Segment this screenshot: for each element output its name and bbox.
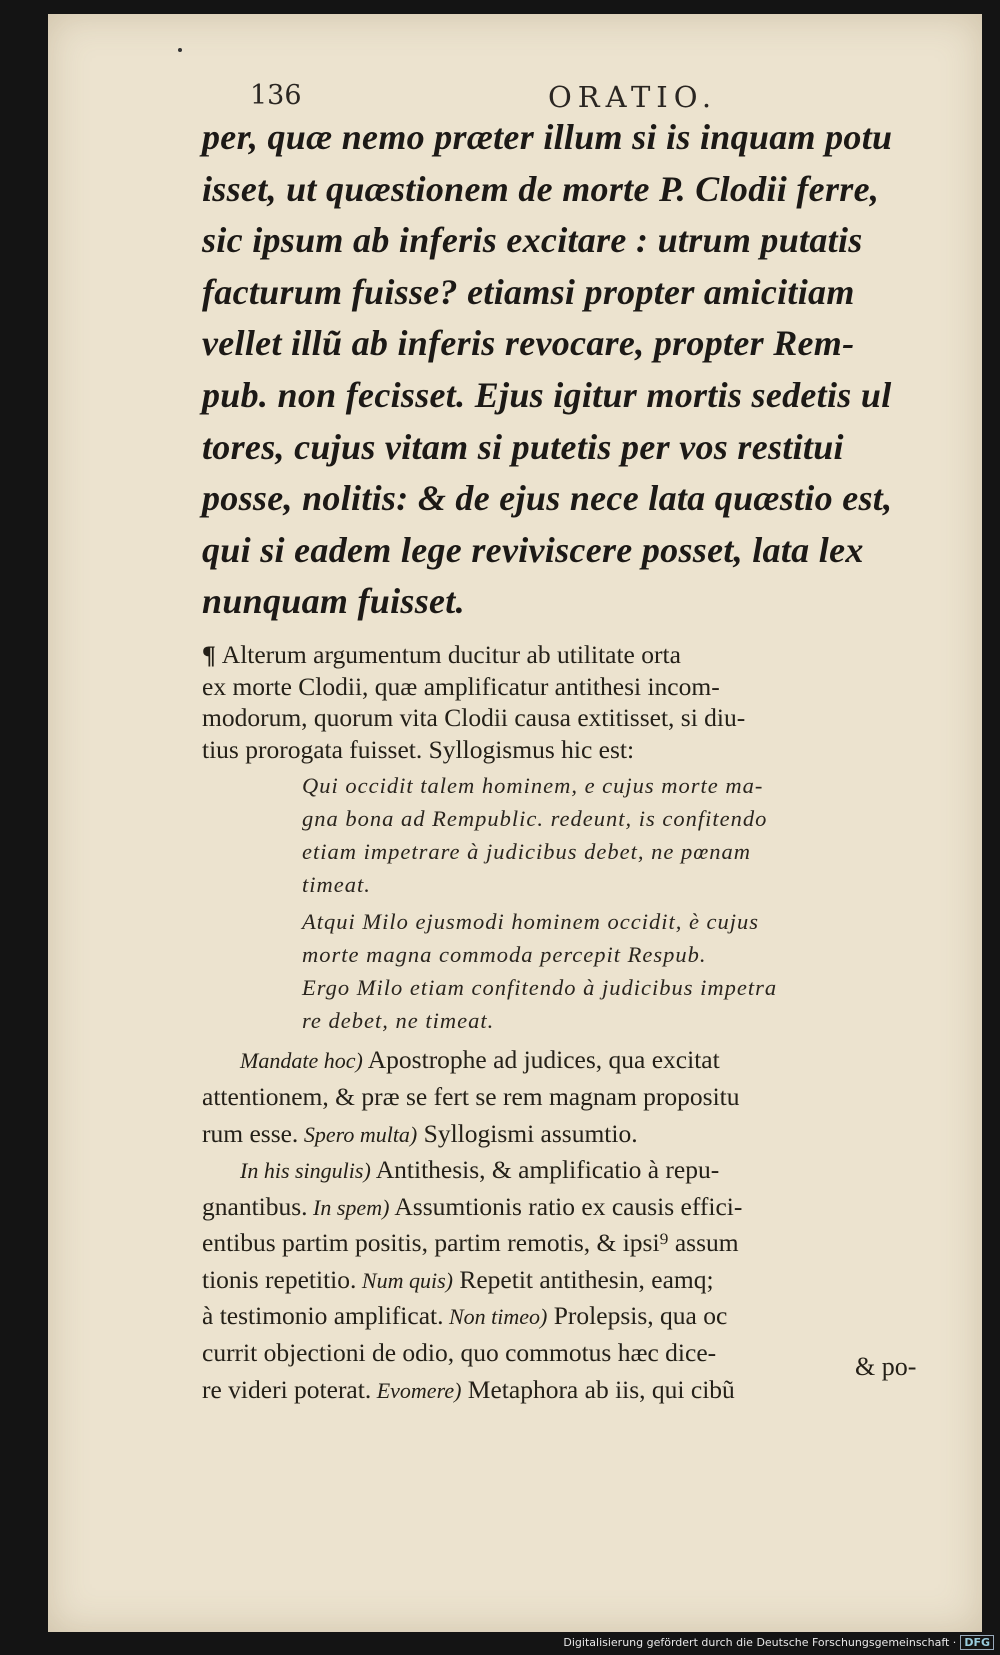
- note-text: rum esse.: [202, 1118, 299, 1148]
- commentary-line: [202, 639, 932, 671]
- oration-line: qui si eadem lege reviviscere posset, lata lex: [202, 529, 864, 570]
- note-text: tionis repetitio.: [202, 1264, 357, 1294]
- oration-line: per, quæ nemo præter illum si is inquam potu: [202, 117, 893, 157]
- oration-text: [202, 112, 932, 628]
- note-line: [202, 1298, 932, 1335]
- note-text: Prolepsis, qua oc: [547, 1301, 728, 1331]
- credit-text: Digitalisierung gefördert durch die Deutsche Forschungsgemeinschaft ·: [563, 1636, 957, 1649]
- note-line: [202, 1372, 932, 1409]
- note-line: [202, 1225, 932, 1262]
- note-lemma: Mandate hoc): [240, 1048, 363, 1074]
- syllogism-conclusion-line: Ergo Milo etiam confitendo à judicibus impetra: [302, 975, 778, 1001]
- note-line: [202, 1116, 932, 1153]
- commentary-line: ex morte Clodii, quæ amplificatur antithesi incom-: [202, 671, 720, 701]
- syllogism-block: [302, 769, 932, 1037]
- note-line: [202, 1335, 932, 1372]
- note-line: [202, 1262, 932, 1299]
- commentary-line: modorum, quorum vita Clodii causa extitisset, si diu-: [202, 703, 746, 733]
- note-text: re videri poterat.: [202, 1374, 372, 1404]
- note-text: Syllogismi assumtio.: [417, 1118, 638, 1148]
- note-text: entibus partim positis, partim remotis, & ipsi⁹ assum: [202, 1228, 739, 1258]
- note-line: [202, 1152, 932, 1189]
- commentary-notes: [202, 1042, 932, 1408]
- page-body: [202, 112, 932, 1408]
- note-line: [202, 1189, 932, 1226]
- note-lemma: In his singulis): [240, 1158, 371, 1184]
- syllogism-major-line: etiam impetrare à judicibus debet, ne pœnam: [302, 839, 751, 865]
- running-title: ORATIO.: [548, 80, 718, 114]
- commentary-line-text: Alterum argumentum ducitur ab utilitate orta: [221, 639, 681, 669]
- page-number: 136: [250, 80, 302, 111]
- oration-line: facturum fuisse? etiamsi propter amicitiam: [202, 271, 855, 312]
- note-text: gnantibus.: [202, 1191, 308, 1221]
- page-speck: [178, 48, 182, 52]
- commentary-paragraph: [202, 639, 932, 765]
- note-text: Apostrophe ad judices, qua excitat: [362, 1045, 720, 1075]
- note-line: [202, 1079, 932, 1116]
- note-lemma: Evomere): [371, 1377, 462, 1403]
- note-text: Antithesis, & amplificatio à repu-: [370, 1155, 720, 1185]
- oration-line: posse, nolitis: & de ejus nece lata quæstio est,: [202, 478, 893, 519]
- note-lemma: In spem): [307, 1194, 390, 1220]
- note-text: Repetit antithesin, eamq;: [452, 1264, 714, 1294]
- note-text: à testimonio amplificat.: [202, 1301, 444, 1331]
- note-text: currit objectioni de odio, quo commotus hæc dice-: [202, 1338, 717, 1368]
- pilcrow-mark: ¶: [202, 639, 216, 669]
- oration-line: pub. non fecisset. Ejus igitur mortis sedetis ul: [202, 374, 892, 415]
- note-text: attentionem, & præ se fert se rem magnam propositu: [202, 1081, 740, 1111]
- note-text: Assumtionis ratio ex causis effici-: [389, 1191, 743, 1221]
- syllogism-major-line: Qui occidit talem hominem, e cujus morte ma-: [302, 773, 764, 799]
- oration-line: nunquam fuisset.: [202, 581, 465, 622]
- syllogism-major-line: gna bona ad Rempublic. redeunt, is confitendo: [302, 806, 768, 832]
- oration-line: tores, cujus vitam si putetis per vos restitui: [202, 426, 844, 467]
- dfg-logo: DFG: [960, 1635, 994, 1650]
- commentary-line: tius prorogata fuisset. Syllogismus hic est:: [202, 734, 635, 764]
- syllogism-minor-line: Atqui Milo ejusmodi hominem occidit, è cujus: [302, 909, 760, 935]
- digitization-credit: [563, 1635, 994, 1650]
- note-text: Metaphora ab iis, qui cibũ: [461, 1374, 735, 1404]
- oration-line: vellet illũ ab inferis revocare, propter Rem-: [202, 323, 855, 364]
- catchword: & po-: [855, 1352, 917, 1381]
- oration-line: sic ipsum ab inferis excitare : utrum putatis: [202, 220, 863, 261]
- note-lemma: Non timeo): [443, 1304, 548, 1330]
- oration-line: isset, ut quæstionem de morte P. Clodii ferre,: [202, 168, 880, 209]
- syllogism-conclusion-line: re debet, ne timeat.: [302, 1008, 495, 1034]
- note-lemma: Spero multa): [298, 1121, 418, 1147]
- note-lemma: Num quis): [356, 1267, 453, 1293]
- syllogism-minor-line: morte magna commoda percepit Respub.: [302, 942, 707, 968]
- note-line: [202, 1042, 932, 1079]
- syllogism-major-line: timeat.: [302, 872, 371, 898]
